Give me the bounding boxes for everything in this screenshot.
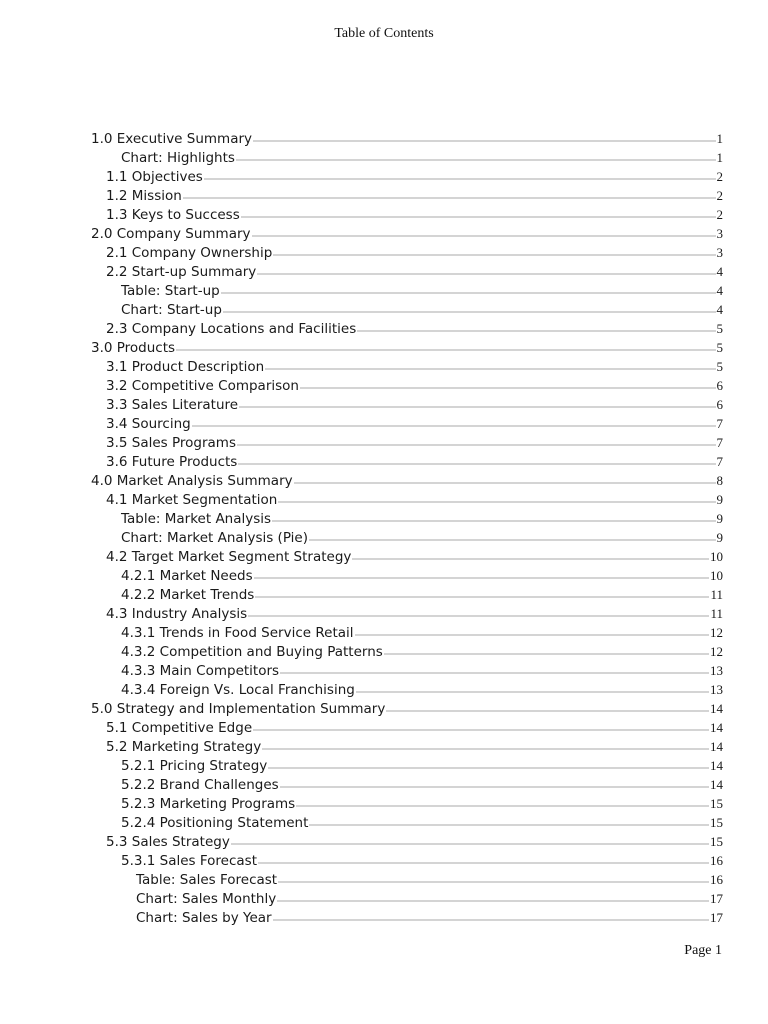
toc-entry[interactable] [91,737,723,756]
toc-entry-label[interactable]: 4.2 Target Market Segment Strategy [106,549,352,565]
toc-entry-label[interactable]: 5.0 Strategy and Implementation Summary [91,701,386,717]
toc-entry-page-number: 15 [710,815,723,830]
dot-leader [236,159,716,162]
toc-entry[interactable] [91,205,723,224]
toc-entry[interactable] [91,471,723,490]
dot-leader [239,406,715,409]
toc-entry[interactable] [91,433,723,452]
dot-leader [254,577,709,580]
toc-entry[interactable] [91,490,723,509]
toc-entry-label[interactable]: 5.2.1 Pricing Strategy [121,758,268,774]
dot-leader [355,634,709,637]
dot-leader [183,197,716,200]
toc-entry-page-number: 4 [716,302,723,317]
toc-entry-label[interactable]: 5.2 Marketing Strategy [106,739,262,755]
dot-leader [237,444,716,447]
dot-leader [262,748,709,751]
toc-entry-label[interactable]: 5.3 Sales Strategy [106,834,230,850]
toc-entry-page-number: 15 [710,796,723,811]
dot-leader [280,786,709,789]
toc-entry[interactable] [91,395,723,414]
toc-entry-label[interactable]: 5.3.1 Sales Forecast [121,853,257,869]
toc-entry-page-number: 7 [716,454,723,469]
toc-entry-page-number: 12 [710,625,723,640]
toc-entry-page-number: 14 [710,777,723,792]
toc-entry[interactable] [91,243,723,262]
dot-leader [265,368,715,371]
toc-entry-label[interactable]: Chart: Sales Monthly [136,891,277,907]
toc-entry[interactable] [91,452,723,471]
toc-entry-page-number: 13 [710,682,723,697]
toc-entry-page-number: 15 [710,834,723,849]
dot-leader [223,311,716,314]
toc-entry-label[interactable]: 4.2.1 Market Needs [121,568,253,584]
toc-entry[interactable] [91,566,723,585]
dot-leader [352,558,709,561]
dot-leader [204,178,716,181]
toc-entry-page-number: 5 [716,359,723,374]
dot-leader [253,729,709,732]
toc-entry-label[interactable]: 1.2 Mission [106,188,182,204]
toc-entry-label[interactable]: 4.3.4 Foreign Vs. Local Franchising [121,682,355,698]
toc-entry[interactable] [91,509,723,528]
dot-leader [255,596,709,599]
dot-leader [272,520,715,523]
toc-entry-page-number: 2 [716,207,723,222]
toc-entry-page-number: 11 [710,606,723,621]
toc-entry[interactable] [91,718,723,737]
dot-leader [231,843,709,846]
toc-entry[interactable] [91,167,723,186]
toc-entry-label[interactable]: Table: Market Analysis [121,511,272,527]
toc-entry[interactable] [91,756,723,775]
dot-leader [273,254,715,257]
dot-leader [277,900,709,903]
toc-entry-page-number: 5 [716,321,723,336]
toc-entry[interactable] [91,642,723,661]
toc-entry-page-number: 14 [710,758,723,773]
toc-entry-label[interactable]: 5.2.2 Brand Challenges [121,777,279,793]
dot-leader [280,672,709,675]
dot-leader [248,615,709,618]
toc-entry[interactable] [91,680,723,699]
toc-entry-page-number: 7 [716,416,723,431]
toc-entry-label[interactable]: Chart: Sales by Year [136,910,272,926]
toc-entry[interactable] [91,813,723,832]
toc-entry[interactable] [91,319,723,338]
toc-entry-label[interactable]: 5.2.3 Marketing Programs [121,796,296,812]
toc-entry-page-number: 6 [716,378,723,393]
toc-entry-page-number: 16 [710,853,723,868]
toc-entry-page-number: 14 [710,720,723,735]
toc-entry-page-number: 10 [710,549,723,564]
dot-leader [356,691,709,694]
dot-leader [300,387,716,390]
dot-leader [386,710,709,713]
toc-entry-label[interactable]: 3.2 Competitive Comparison [106,378,299,394]
toc-entry[interactable] [91,870,723,889]
toc-entry-label[interactable]: 3.1 Product Description [106,359,265,375]
toc-entry-page-number: 4 [716,283,723,298]
toc-entry-page-number: 17 [710,891,723,906]
toc-entry-label[interactable]: 3.3 Sales Literature [106,397,239,413]
toc-entry-page-number: 3 [716,245,723,260]
toc-entry[interactable] [91,148,723,167]
toc-entry-page-number: 6 [716,397,723,412]
toc-entry-label[interactable]: 1.3 Keys to Success [106,207,240,223]
toc-entry-page-number: 17 [710,910,723,925]
toc-entry[interactable] [91,129,723,148]
toc-entry-label[interactable]: 4.3.2 Competition and Buying Patterns [121,644,383,660]
toc-entry[interactable] [91,661,723,680]
toc-entry-label[interactable]: 4.3.3 Main Competitors [121,663,280,679]
toc-entry-label[interactable]: 3.0 Products [91,340,176,356]
toc-entry[interactable] [91,186,723,205]
toc-entry-label[interactable]: 1.0 Executive Summary [91,131,253,147]
toc-entry-page-number: 14 [710,739,723,754]
toc-entry-page-number: 11 [710,587,723,602]
toc-entry[interactable] [91,623,723,642]
toc-entry[interactable] [91,224,723,243]
toc-entry-page-number: 12 [710,644,723,659]
toc-entry-label[interactable]: 4.3.1 Trends in Food Service Retail [121,625,354,641]
dot-leader [357,330,715,333]
dot-leader [258,862,709,865]
toc-entry[interactable] [91,775,723,794]
toc-entry-label[interactable]: 3.6 Future Products [106,454,238,470]
toc-entry[interactable] [91,604,723,623]
toc-entry[interactable] [91,851,723,870]
dot-leader [221,292,716,295]
toc-entry-page-number: 16 [710,872,723,887]
toc-entry[interactable] [91,300,723,319]
toc-entry-page-number: 1 [716,131,723,146]
toc-entry-page-number: 8 [716,473,723,488]
dot-leader [176,349,715,352]
toc-entry-page-number: 9 [716,492,723,507]
toc-entry-label[interactable]: Chart: Start-up [121,302,222,318]
toc-entry[interactable] [91,794,723,813]
toc-entry[interactable] [91,889,723,908]
dot-leader [257,273,715,276]
toc-entry[interactable] [91,262,723,281]
toc-entry-label[interactable]: 5.1 Competitive Edge [106,720,253,736]
dot-leader [273,919,709,922]
toc-entry-label[interactable]: Chart: Market Analysis (Pie) [121,530,308,546]
toc-entry[interactable] [91,281,723,300]
toc-entry-page-number: 3 [716,226,723,241]
dot-leader [309,539,716,542]
toc-entry-label[interactable]: 2.1 Company Ownership [106,245,273,261]
toc-entry-label[interactable]: 1.1 Objectives [106,169,203,185]
toc-entry[interactable] [91,338,723,357]
toc-entry-page-number: 2 [716,169,723,184]
toc-entry-label[interactable]: 4.3 Industry Analysis [106,606,248,622]
toc-entry[interactable] [91,832,723,851]
dot-leader [241,216,716,219]
toc-entry-label[interactable]: 3.4 Sourcing [106,416,191,432]
page-title: Table of Contents [334,26,434,41]
toc-entry-label[interactable]: Chart: Highlights [121,150,235,166]
toc-entry-page-number: 9 [716,530,723,545]
toc-entry-page-number: 1 [716,150,723,165]
toc-entry-page-number: 13 [710,663,723,678]
dot-leader [296,805,709,808]
toc-entry[interactable] [91,547,723,566]
toc-entry-page-number: 9 [716,511,723,526]
toc-entry-page-number: 14 [710,701,723,716]
dot-leader [309,824,709,827]
toc-entry[interactable] [91,908,723,927]
toc-entry[interactable] [91,376,723,395]
toc-entry-page-number: 4 [716,264,723,279]
dot-leader [268,767,709,770]
toc-entry[interactable] [91,414,723,433]
dot-leader [278,501,715,504]
toc-entry-label[interactable]: Table: Start-up [121,283,220,299]
page-number-footer: Page 1 [684,943,722,958]
dot-leader [384,653,709,656]
dot-leader [238,463,715,466]
toc-entry-label[interactable]: 5.2.4 Positioning Statement [121,815,309,831]
toc-entry-label[interactable]: 4.1 Market Segmentation [106,492,278,508]
toc-entry-label[interactable]: 3.5 Sales Programs [106,435,236,451]
toc-entry[interactable] [91,357,723,376]
dot-leader [253,140,715,143]
toc-entry-label[interactable]: 4.2.2 Market Trends [121,587,255,603]
dot-leader [192,425,716,428]
toc-entry-label[interactable]: 2.2 Start-up Summary [106,264,257,280]
dot-leader [294,482,716,485]
dot-leader [278,881,709,884]
toc-entry-page-number: 2 [716,188,723,203]
toc-entry-page-number: 7 [716,435,723,450]
dot-leader [252,235,716,238]
toc-entry[interactable] [91,699,723,718]
table-of-contents [91,129,723,927]
toc-entry-page-number: 5 [716,340,723,355]
toc-entry-label[interactable]: 2.3 Company Locations and Facilities [106,321,357,337]
toc-entry-page-number: 10 [710,568,723,583]
toc-entry[interactable] [91,528,723,547]
toc-entry-label[interactable]: 4.0 Market Analysis Summary [91,473,293,489]
toc-entry-label[interactable]: Table: Sales Forecast [136,872,278,888]
toc-entry-label[interactable]: 2.0 Company Summary [91,226,251,242]
toc-entry[interactable] [91,585,723,604]
